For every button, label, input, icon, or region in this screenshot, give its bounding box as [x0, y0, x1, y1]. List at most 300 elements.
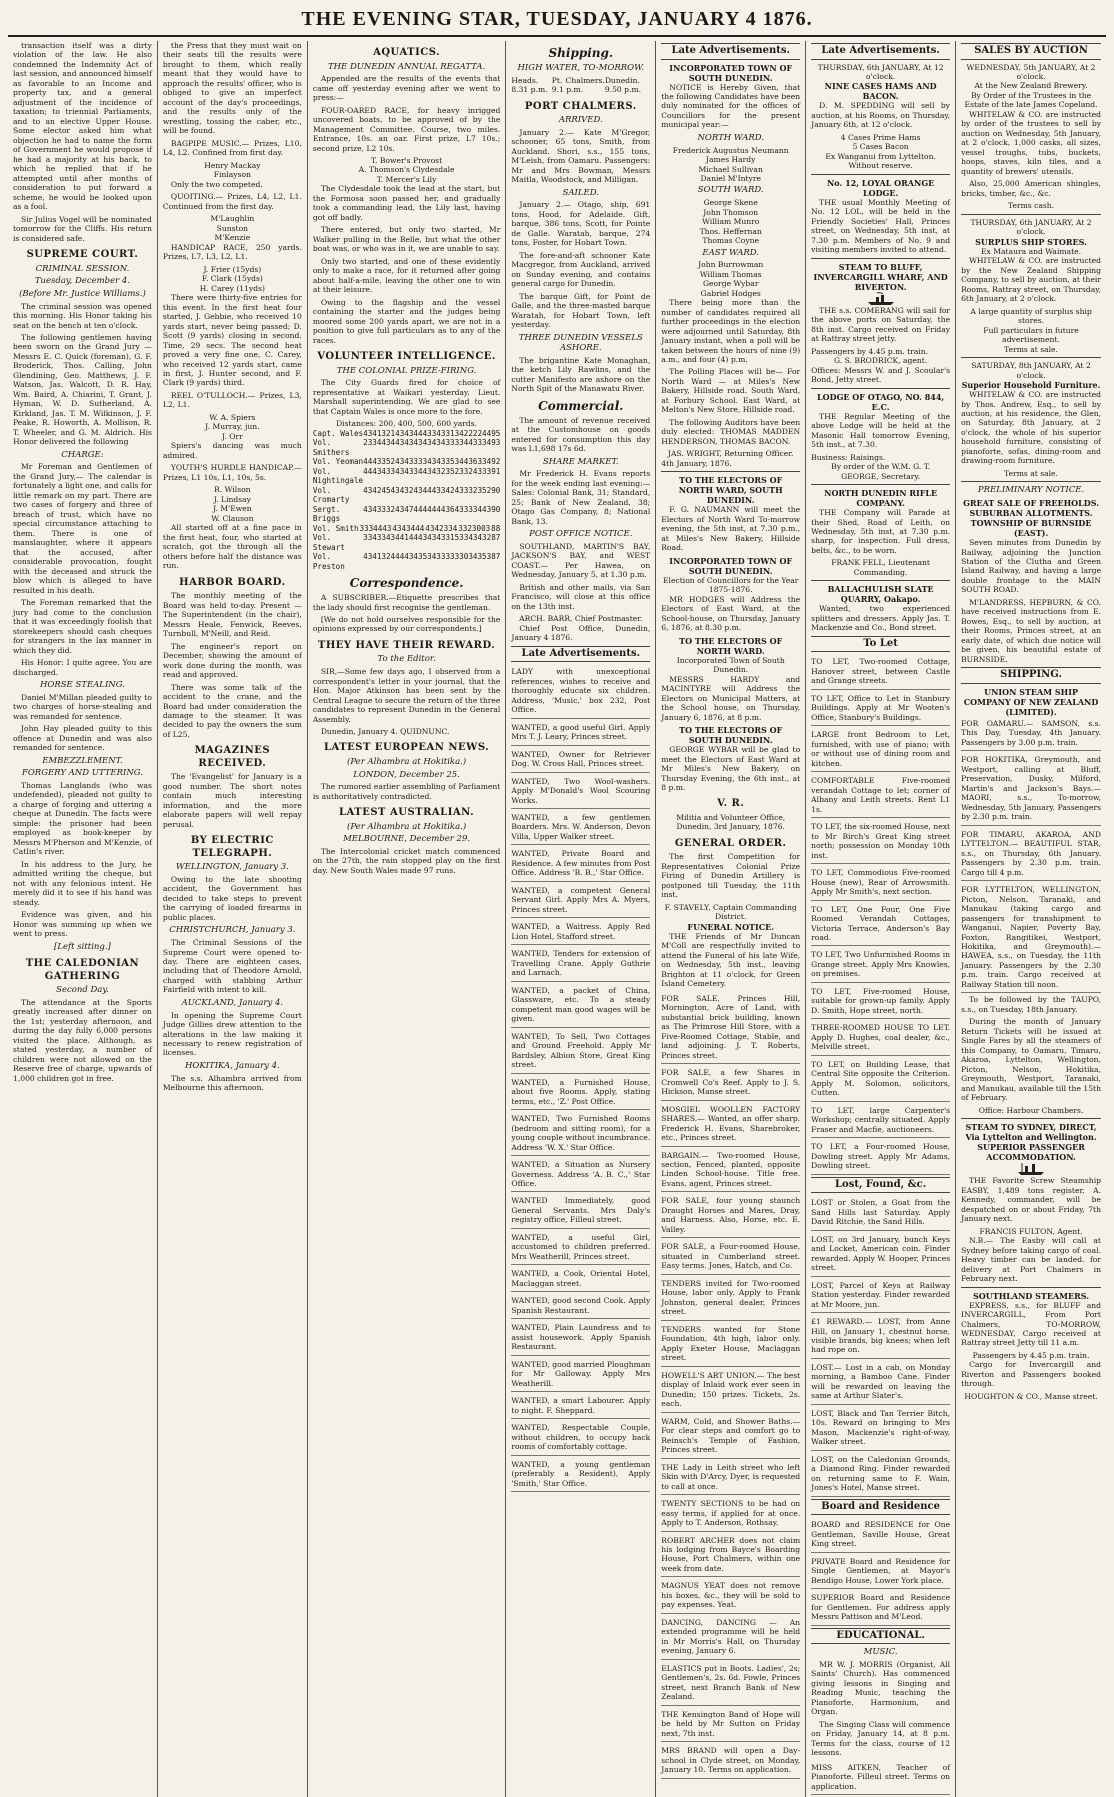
sale-date: THURSDAY, 6th JANUARY, At 2 o'clock.: [970, 217, 1092, 237]
sale-place: At the New Zealand Brewery.: [974, 81, 1088, 91]
article-paragraph: The fore-and-aft schooner Kate Macgregor, from Auckland, arrived on Sunday evening, and contains general cargo for Dunedin.: [511, 250, 651, 289]
score-row: [313, 486, 501, 505]
notice-title: FUNERAL NOTICE.: [687, 921, 774, 932]
article-paragraph: In his address to the Jury, he admitted writing the cheque, but not with any felonious intent. He merely did it to see if his hand was steady.: [13, 859, 152, 907]
candidate-name: Frederick Augustus Neumann: [672, 145, 789, 155]
score-cell: 4347444: [395, 504, 428, 514]
signature: ARCH. BARR, Chief Postmaster.: [519, 614, 643, 624]
score-row: [313, 505, 501, 524]
notice-title: TO THE ELECTORS OF SOUTH DUNEDIN.: [679, 725, 783, 746]
entry-name: J. Orr: [221, 431, 243, 441]
score-cell: 3343343: [363, 533, 396, 543]
classified-ad: MOSGIEL WOOLLEN FACTORY SHARES.— Wanted, an offer sharp. Frederick H. Evans, Sharebroker, etc., Princes street.: [661, 1103, 800, 1147]
signature: JAS. WRIGHT, Returning Officer.: [667, 449, 794, 459]
article-paragraph: the Press that they must wait on their seats till the results were brought to them, which really meant that they would have to approach the results' officer, who is obliged to give an imperfect account of the day's proceedings, and the results only of the wrestling, tossing the caber, etc., will be found.: [162, 41, 302, 136]
dateline: CHRISTCHURCH, January 3.: [169, 925, 296, 936]
entry-name: J. Frier (15yds): [203, 264, 262, 274]
divider: [811, 388, 950, 389]
classified-ad: WANTED, To Sell, Two Cottages and Ground Freehold. Apply Mr Bardsley, Albion Store, Great King street.: [511, 1030, 650, 1074]
classified-ad: WANTED, a useful Girl, accustomed to children preferred. Mrs Weatherill, Princes street.: [511, 1231, 650, 1265]
article-paragraph: The Intercolonial cricket match commenced on the 27th, the rain stopped play on the first day. New South Wales made 97 runs.: [312, 846, 501, 875]
classified-ad: WANTED, a smart Labourer. Apply to night. F. Sheppard.: [511, 1394, 650, 1419]
article-paragraph: All started off at a fine pace in the first heat, four, who started at scratch, got the through all the others before half the distance was run.: [162, 523, 302, 571]
classified-ad: WANTED, Plain Laundress and to assist housework. Apply Spanish Restaurant.: [511, 1321, 650, 1355]
dateline: LONDON, December 25.: [353, 769, 460, 780]
score-name: Vol. Preston: [312, 552, 345, 571]
score-cell: 4343444: [392, 523, 425, 533]
notice-title: TOWNSHIP OF BURNSIDE (EAST).: [970, 518, 1092, 539]
score-total: 93: [491, 438, 501, 448]
sale-note: Terms at sale.: [1004, 468, 1058, 478]
classified-ad: TWENTY SECTIONS to be had on easy terms, if applied for at once. Apply to T. Anderson, Rothsay.: [661, 1497, 800, 1531]
notice-text: MR W. J. MORRIS (Organist, All Saints' Church). Has commenced giving lessons in Singing and Reading Music, teaching the Pianoforte, Harmonium, and Organ.: [811, 1659, 951, 1717]
late-ads-heading: Late Advertisements.: [661, 43, 800, 60]
entry-name: J. Lindsay: [213, 494, 251, 504]
entry-name: M'Laughlin: [210, 214, 255, 224]
sale-note: By Order of the Trustees in the Estate of the late James Copeland.: [964, 90, 1098, 110]
notice-text: WHITELAW & CO. are instructed by Thos. Andrew, Esq., to sell by auction, at his residence, the Glen, on Saturday, 8th January, at 2 o'clock, the whole of his superior household furniture, consisting of pianoforte, sofas, dining-room and drawing-room furniture.: [961, 390, 1101, 466]
notice-text: WHITELAW & CO. are instructed by the New Zealand Shipping Company, to sell by auction, at their Rooms, Rattray street, on Thursday, 6th January, at 2 o'clock.: [961, 256, 1101, 304]
shipping-ad: FOR OAMARU.— SAMSON, s.s. This Day, Tuesday, 4th January. Passengers by 3.00 p.m. train.: [961, 717, 1101, 751]
notice-text: THE Regular Meeting of the above Lodge will be held at the Masonic Hall tomorrow Evening, 5th inst., at 7.30.: [811, 411, 951, 450]
classified-ad: WANTED, a packet of China, Glassware, etc. To a steady competent man good wages will be given.: [511, 984, 650, 1028]
notice-title: SUPERIOR PASSENGER ACCOMMODATION.: [977, 1142, 1085, 1163]
classified-ad: FOR SALE, a Four-roomed House, situated in Cumberland street. Easy terms. Jones, Hatch, and Co.: [661, 1240, 800, 1274]
classified-ad: WANTED, Respectable Couple, without children, to occupy back rooms of comfortably cottage.: [511, 1421, 650, 1455]
score-cell: 3333443: [459, 504, 492, 514]
article-paragraph: The s.s. Alhambra arrived from Melbourne this afternoon.: [162, 1073, 302, 1093]
classified-ad: PRIVATE Board and Residence for Single Gentlemen, at Mayor's Bendigo House, Lower York place.: [811, 1555, 950, 1589]
classified-ad: MISS AITKEN, Teacher of Pianoforte. Filleul street. Terms on application.: [811, 1761, 950, 1795]
candidate-name: William Munro: [702, 217, 760, 227]
subheading: Second Day.: [56, 985, 109, 996]
classified-ad: TENDERS invited for Two-roomed House, labor only. Apply to Frank Johnston, general dealer, Princes street.: [661, 1277, 800, 1321]
classified-ad: THE Kensington Band of Hope will be held by Mr Sutton on Friday next, 7th inst.: [661, 1708, 800, 1742]
article-paragraph: SIR,—Some few days ago, I observed from a correspondent's letter in your journal, that the Hon. Major Atkinson has been sent by the Central League to secure the return of the three candidates to represent Dunedin in the General Assembly.: [312, 667, 501, 724]
section-heading: Correspondence.: [349, 576, 464, 591]
notice-text: During the month of January Return Tickets will be issued at Single Fares by all the steamers of this Company, to Oamaru, Timaru, Akaroa, Lyttelton, Wellington, Picton, Nelson, Hokitika, Greymouth, Westport, Taranaki, and Manukau, available till the 15th of February.: [961, 1017, 1101, 1103]
subheading: SAILED.: [562, 187, 599, 198]
notice-text: F. G. NAUMANN will meet the Electors of North Ward To-morrow evening, the 5th inst, at 7.30 p.m., at Miles's New Bakery, Hillside Road.: [661, 505, 801, 553]
divider: [811, 174, 950, 175]
article-paragraph: The City Guards fired for choice of representative at Waikari yesterday. Lieut. Marshall superintending. We are glad to see that Captain Wales is once more to the fore.: [312, 378, 501, 416]
score-cell: 3343432: [459, 533, 492, 543]
notice-text: NOTICE is Hereby Given, that the following Candidates have been duly nominated for the offices of Councillors for the present municipal year:—: [661, 82, 801, 130]
section-heading: LATEST AUSTRALIAN.: [339, 807, 475, 819]
classified-ad: TO LET, Two-roomed Cottage, Hanover street, between Castle and Grange streets.: [811, 655, 950, 689]
notice-title: Superior Household Furniture.: [961, 380, 1101, 391]
classified-ad: TO LET, Office to Let in Stanbury Buildings. Apply at Mr Wooten's Office, Stanbury's Buildings.: [811, 692, 950, 726]
notice-text: THE s.s. COMERANG will sail for the above ports on Saturday, the 8th inst. Cargo received on Friday at Rattray street jetty.: [811, 305, 951, 344]
subheading: HIGH WATER, TO-MORROW.: [517, 63, 645, 73]
notice-text: There being more than the number of candidates required all further proceedings in the election were adjourned until Saturday, 8th January instant, when a poll will be taken between the hours of nine (9) a.m., and four (4) p.m.: [661, 298, 801, 364]
section-heading: HARBOR BOARD.: [179, 576, 286, 588]
score-cell: 4341324: [363, 552, 396, 562]
candidate-name: William Thomas: [699, 269, 762, 279]
sale-note: Full particulars in future advertisement.: [983, 325, 1079, 345]
column-6: [806, 41, 956, 1797]
notice-title: TO THE ELECTORS OF NORTH WARD, SOUTH DUNEDIN.: [678, 475, 783, 506]
section-heading: THE CALEDONIAN GATHERING: [25, 958, 140, 982]
notice-text: MESSRS HARDY and MACINTYRE will Address the Electors on Municipal Matters, at the School house, on Thursday, January 6, 1876, at 8 p.m.: [661, 674, 801, 722]
section-heading: EDUCATIONAL.: [811, 1628, 950, 1645]
subheading: CHARGE:: [61, 449, 104, 460]
notice-text: Wanted, two experienced splitters and dressers. Apply Jas. T. Mackenzie and Co., Bond street.: [811, 604, 951, 633]
column-2: [158, 41, 308, 1797]
notice-line: Offices: Messrs W. and J. Scoular's Bond, Jetty street.: [811, 365, 951, 385]
article-paragraph: Only the two competed.: [170, 179, 263, 189]
classified-ad: WANTED, Owner for Retriever Dog. W. Cross Hall, Princes street.: [511, 748, 650, 773]
classified-ad: ROBERT ARCHER does not claim his lodging from Bayce's Boarding House, Port Chalmers, within one week from date.: [661, 1534, 800, 1578]
notice-title: STEAM TO SYDNEY, DIRECT, Via Lyttelton and Wellington.: [965, 1122, 1097, 1143]
classified-ad: WANTED, Two Wool-washers. Apply M'Donald's Wool Scouring Works.: [511, 775, 650, 809]
article-paragraph: His Honor: I quite agree. You are discharged.: [13, 658, 152, 677]
distances-line: Distances: 200, 400, 500, 600 yards.: [336, 419, 478, 429]
score-cell: 4343333: [395, 457, 428, 467]
score-row: [313, 467, 501, 486]
notice-text: The Polling Places will be— For North Ward — at Miles's New Bakery, Hillside road. South Ward, at Forbury School. East Ward, at Melton's New Store, Hillside road.: [661, 367, 801, 415]
classified-ad: WANTED, Tenders for extension of Travelling Crane. Apply Guthrie and Larnach.: [511, 947, 650, 981]
score-cell: 4343315: [427, 533, 460, 543]
event-line: QUOITING.— Prizes, L4, L2, L1. Continued from the first day.: [162, 192, 302, 211]
article-paragraph: The engineer's report on December, showing the amount of work done during the month, was read and approved.: [162, 641, 302, 680]
entry-name: R. Wilson: [214, 485, 251, 495]
subheading: (Per Alhambra at Hokitika.): [347, 821, 467, 832]
score-cell: 3432352: [427, 466, 460, 476]
notice-title: GENERAL ORDER.: [674, 837, 787, 849]
article-paragraph: transaction itself was a dirty violation of the law. He also condemned the Indemnity Act of last session, and announced himself as favorable to an Income and property tax, and a general adjustment of the incidence of taxation; to triennial Parliaments, and to an elective Upper House. Some elector asked him what objection he had to name the form of Government he would propose if he had a majority at his back, to which he replied that if he attempted until after months of consideration to put forward a scheme, he would be looked upon as a fool.: [13, 41, 152, 212]
sale-note: Terms at sale.: [1004, 344, 1058, 354]
score-name: Vol. Yeoman: [312, 457, 364, 467]
candidate-name: John Thomson: [703, 207, 759, 217]
notice-line: Election of Councillors for the Year 1875-1876.: [663, 575, 799, 595]
classified-ad: LOST, on the Caledonian Grounds, a Diamond Ring. Finder rewarded on returning same to F. Wain, Jones's Hotel, Manse street.: [811, 1453, 950, 1497]
article-paragraph: The barque Gift, for Point de Galle, and the three-masted barque Waratah, for Hobart Town, left yesterday.: [511, 291, 651, 330]
classified-ad: WANTED, a good useful Girl. Apply Mrs T. J. Leary, Princes street.: [511, 721, 650, 746]
subheading: THE DUNEDIN ANNUAL REGATTA.: [327, 61, 486, 72]
notice-text: GEORGE WYBAR will be glad to meet the Electors of East Ward at Mr Miles's New Bakery, on Thursday Evening, the 6th inst., at 8 p.m.: [661, 745, 801, 792]
shipping-ad: FOR LYTTELTON, WELLINGTON, Picton, Nelson, Taranaki, and Manukau (taking cargo and passengers for transhipment to Wanganui, Napier, Poverty Bay, Foxton, Rangitikei, Westport, Hokitika, and Greymouth).— HAWEA, s.s., on Tuesday, the 11th January. Passengers by the 2.30 p.m. train. Cargo received at Railway Station till noon.: [961, 883, 1101, 993]
candidate-name: James Hardy: [705, 155, 756, 165]
candidate-name: Michael Sullivan: [698, 164, 763, 174]
notice-text: M'LANDRESS, HEPBURN, & CO. have received instructions from E. Bowes, Esq., to sell by auction, at their Rooms, Princes street, at an early date, of which due notice will be given, his beautiful estate of BURNSIDE.: [961, 597, 1101, 664]
subheading: CRIMINAL SESSION.: [35, 263, 130, 274]
score-cell: 4436334: [459, 457, 492, 467]
score-cell: 4443433: [363, 466, 396, 476]
subheading: To the Editor.: [377, 654, 436, 665]
article-paragraph: January 2.— Otago, ship, 691 tons, Hood, for Adelaide. Gift, barque, 386 tons, Scott, for Pointe de Galle. Waratah, barque, 274 tons, Foster, for Hobart Town.: [511, 200, 651, 248]
divider: [961, 357, 1101, 358]
score-cell: 4222244: [459, 428, 492, 438]
event-line: HANDICAP RACE, 250 yards. Prizes, L7, L3, L2, L1.: [162, 242, 302, 262]
score-row: [313, 429, 501, 438]
ward-heading: SOUTH WARD.: [697, 185, 764, 196]
divider: [811, 258, 950, 259]
score-cell: 3443334: [459, 438, 492, 448]
sale-note: Ex Mataura and Waimate.: [981, 246, 1082, 256]
sale-date: WEDNESDAY, 5th JANUARY, At 2 o'clock.: [966, 62, 1096, 81]
divider: [961, 1118, 1101, 1119]
tide-cell: Dunedin. 9.50 p.m.: [604, 75, 642, 95]
column-4: [506, 41, 656, 1797]
column-7: [956, 41, 1106, 1797]
score-cell: 4343353: [427, 457, 460, 467]
score-cell: 4443352: [363, 457, 396, 467]
notice-title: INCORPORATED TOWN OF SOUTH DUNEDIN.: [669, 62, 793, 83]
section-heading: Board and Residence: [811, 1499, 950, 1516]
notice-title: LODGE OF OTAGO, NO. 844, E.C.: [817, 391, 945, 412]
entry-name: M'Kenzie: [214, 233, 251, 243]
classified-ad: LOST, Parcel of Keys at Railway Station yesterday. Finder rewarded at Mr Moore, jun.: [811, 1279, 950, 1313]
candidate-name: John Burrowman: [698, 260, 764, 270]
score-cell: 4343332: [363, 504, 396, 514]
score-cell: 3343313: [427, 428, 460, 438]
column-3: [308, 41, 507, 1797]
classified-ad: LADY with unexceptional references, wishes to receive and thoroughly educate six children. Address, 'Music,' box 232, Post Office.: [511, 665, 650, 718]
letter-title: THEY HAVE THEIR REWARD.: [317, 639, 496, 651]
classified-ad: TO LET, the six-roomed House, next to Mr Birch's Great King street north; possession on Monday 10th inst.: [811, 820, 950, 864]
score-row: [313, 457, 501, 466]
classified-ad: LOST, on 3rd January, bunch Keys and Locket, American coin. Finder rewarded. Apply W. Hooper, Princes street.: [811, 1233, 950, 1277]
candidate-name: George Skene: [703, 198, 758, 208]
shipping-ad: FOR TIMARU, AKAROA, AND LYTTELTON.— BEAUTIFUL STAR, s.s., on Thursday, 6th January. Passengers by 2.30 p.m. train. Cargo till 4 p.m.: [961, 828, 1101, 881]
divider: [961, 1287, 1101, 1288]
article-paragraph: Daniel M'Millan pleaded guilty to two charges of horse-stealing and was remanded for sentence.: [13, 692, 152, 721]
score-cell: 3432434: [395, 485, 428, 495]
section-heading: MAGAZINES RECEIVED.: [194, 745, 271, 769]
classified-ad: TO LET, One Four, One Five Roomed Verandah Cottages, Victoria Terrace, Anderson's Bay road.: [811, 903, 950, 947]
notice-title: INCORPORATED TOWN OF SOUTH DUNEDIN.: [669, 555, 793, 576]
classified-ad: WANTED, a Situation as Nursery Governess. Address 'A. B. C.,' Star Office.: [511, 1158, 650, 1192]
classified-ad: £1 REWARD.— LOST, from Anne Hill, on January 1, chestnut horse, visible brands, big knees; when left had rope on.: [811, 1315, 950, 1359]
notice-title: STEAM TO BLUFF, INVERCARGILL WHARF, AND RIVERTON.: [813, 261, 948, 292]
entry-name: J. M'Ewen: [213, 504, 252, 514]
classified-ad: WANTED Immediately, good General Servants. Mrs Daly's registry office, Filleul street.: [511, 1194, 650, 1228]
article-paragraph: The criminal session was opened this morning. His Honor taking his seat on the bench at ten o'clock.: [13, 301, 152, 330]
notice-title: SURPLUS SHIP STORES.: [975, 236, 1087, 247]
score-cell: 4343444: [395, 428, 428, 438]
sale-note: Passengers by 4.45 p.m. train.: [972, 1350, 1090, 1360]
article-paragraph: A SUBSCRIBER.—Etiquette prescribes that the lady should first recognise the gentleman.: [312, 593, 501, 612]
subheading: MUSIC.: [863, 1647, 898, 1658]
score-total: 88: [491, 523, 501, 533]
divider: [961, 214, 1101, 215]
classified-ad: TO LET, Two Unfurnished Rooms in Grange street. Apply Mrs Knowles, on premises.: [811, 948, 950, 982]
classified-ad: WANTED, a few gentlemen Boarders. Mrs. W. Anderson, Devon Villa, Upper Walker street.: [511, 811, 650, 845]
classified-ad: LOST or Stolen, a Goat from the Sand Hills last Saturday. Apply David Ritchie, the Sand Hills.: [811, 1196, 950, 1230]
classified-ad: WANTED, a competent General Servant Girl. Apply Mrs A. Myers, Princes street.: [511, 884, 650, 918]
classified-ad: WANTED, a young gentleman (preferably a Resident), Apply 'Smith,' Star Office.: [511, 1458, 650, 1492]
notice-text: EXPRESS, s.s., for BLUFF and INVERCARGILL, From Port Chalmers, TO-MORROW, WEDNESDAY, Cargo received at Rattray street Jetty till 11 a.m.: [961, 1300, 1101, 1348]
score-cell: 4433424: [427, 485, 460, 495]
article-paragraph: SOUTHLAND, MARTIN'S BAY, JACKSON'S BAY, and WEST COAST.— Per Hawea, on Wednesday, January 5, at 1.30 p.m.: [511, 541, 651, 580]
score-cell: 4444364: [427, 504, 460, 514]
classified-ad: ELASTICS put in Boots. Ladies', 2s; Gentlemen's, 2s. 6d. Fowle, Princes street, next Branch Bank of New Zealand.: [661, 1662, 800, 1706]
article-paragraph: Appended are the results of the events that came off yesterday evening after we went to press:—: [312, 74, 501, 103]
ship-icon: [811, 292, 950, 306]
section-heading: Shipping.: [548, 46, 614, 60]
score-row: [313, 438, 501, 457]
score-cell: 3324333: [459, 466, 492, 476]
classified-ad: WANTED, good second Cook. Apply Spanish Restaurant.: [511, 1294, 650, 1319]
score-name: Vol. Smithers: [312, 438, 350, 457]
score-name: Sergt. Briggs: [312, 504, 341, 524]
notice-text: Seven minutes from Dunedin by Railway, adjoining the Junction Station of the Clutha and Green Island Railway, and having a large double frontage to the MAIN SOUTH ROAD.: [961, 538, 1101, 595]
crew-name: T. Mercer's Lily: [376, 174, 437, 184]
late-ads-heading: Late Advertisements.: [511, 646, 650, 663]
classified-ad: SUPERIOR Board and Residence for Gentlemen. For address apply Messrs Pattison and M'Leod.: [811, 1591, 950, 1625]
ward-heading: EAST WARD.: [702, 247, 760, 258]
classified-ad: COMFORTABLE Five-roomed verandah Cottage to let; corner of Albany and Leith streets. Rent L1 1s.: [811, 774, 950, 818]
article-paragraph: In opening the Supreme Court Judge Gillies drew attention to the alterations in the law making it necessary to renew registration of licenses.: [162, 1010, 302, 1058]
entry-name: Henry Mackay: [204, 160, 261, 170]
classified-ad: DANCING, DANCING — An extended programme will be held in Mr Morris's Hall, on Thursday evening, January 6.: [661, 1616, 800, 1660]
notice-title: NORTH DUNEDIN RIFLE COMPANY.: [824, 488, 938, 509]
divider: [961, 481, 1101, 482]
article-paragraph: British and other mails, via San Francisco, will close at this office on the 13th inst.: [511, 582, 651, 611]
score-total: 91: [491, 466, 501, 476]
column-5: [656, 41, 806, 1797]
dateline: HOKITIKA, January 4.: [184, 1060, 280, 1071]
section-heading: Lost, Found, &c.: [811, 1177, 950, 1194]
notice-text: D. M. SPEDDING will sell by auction, at his Rooms, on Thursday, January 6th, at 12 o'clock.: [811, 101, 951, 130]
classified-ad: FOR SALE, four young staunch Draught Horses and Mares, Dray, and Harness. Also, Horse, etc. E. Valley.: [661, 1194, 800, 1238]
masthead: THE EVENING STAR, TUESDAY, JANUARY 4 1876.: [8, 6, 1106, 37]
dateline: WELLINGTON, January 3.: [175, 862, 289, 873]
classified-ad: THREE-ROOMED HOUSE TO LET. Apply D. Hughes, coal dealer, &c., Melville street.: [811, 1021, 950, 1055]
columns: [8, 41, 1106, 1791]
notice-text: THE Favorite Screw Steamship EASBY, 1,489 tons register, A. Kennedy, commander, will be despatched on or about Friday, 7th January next.: [961, 1176, 1101, 1224]
article-paragraph: Thomas Langlands (who was undefended), pleaded not guilty to a charge of forging and uttering a cheque at Dunedin. The facts were simple: the prisoner had been employed as book-keeper by Messrs M'Pherson and M'Kenzie, of Catlin's river.: [13, 780, 152, 857]
entry-name: H. Carey (11yds): [199, 283, 265, 293]
score-name: Vol. Nightingale: [312, 466, 364, 486]
notice-line: Business: Raisings.: [811, 452, 886, 462]
score-row: [313, 533, 501, 552]
classified-ad: BOARD and RESIDENCE for One Gentleman, Saville House, Great King street.: [811, 1518, 950, 1552]
section-heading: Commercial.: [538, 398, 624, 413]
entry-name: W. Clauson: [211, 513, 254, 523]
article-paragraph: There entered, but only two started, Mr Walker pulling in the Belle, but what the other boat was, or who was in it, we are unable to say.: [312, 225, 501, 254]
score-cell: 2334434: [363, 438, 396, 448]
score-cell: 4414443: [395, 533, 428, 543]
event-line: REEL O'TULLOCH.— Prizes, L3, L2, L1.: [162, 390, 302, 410]
vr-heading: V. R.: [717, 798, 745, 810]
article-paragraph: The Criminal Sessions of the Supreme Court were opened to-day. There are eighteen cases, including that of Theodore Arnold, charged with stabbing Arthur Fairfield with intent to kill.: [162, 938, 302, 995]
classified-ad: BARGAIN.— Two-roomed House, section, Fenced, planted, opposite Linden School-house. Title free. Evans, agent, Princes street.: [661, 1149, 800, 1193]
classified-ad: LOST.— Lost in a cab, on Monday morning, a Bamboo Cane. Finder will be rewarded on leaving the same at Arthur Slater's.: [811, 1361, 950, 1405]
classified-ad: WARM, Cold, and Shower Baths.— For clear steps and comfort go to Reinsch's Temple of Fashion, Princes street.: [661, 1415, 800, 1459]
score-cell: 3434333: [427, 438, 460, 448]
subheading: THREE DUNEDIN VESSELS ASHORE.: [518, 332, 643, 354]
article-paragraph: Evidence was given, and his Honor was summing up when we went to press.: [13, 910, 152, 939]
sale-item: Ex Wanganui from Lyttelton.: [825, 151, 936, 161]
divider: [661, 471, 800, 472]
notice-line: Militia and Volunteer Office, Dunedin, 3rd January, 1876.: [676, 812, 786, 832]
section-heading: To Let: [811, 636, 950, 653]
section-heading: VOLUNTEER INTELLIGENCE.: [317, 351, 496, 363]
classified-ad: TO LET, large Carpenter's Workshop; centrally situated. Apply Fraser and Macfie, auctioneers.: [811, 1104, 950, 1138]
shipping-ad: FOR HOKITIKA, Greymouth, and Westport, calling at Bluff, Preservation, Dusky, Milford, Martin's and Jackson's Bays.— MAORI, s.s., To-morrow, Wednesday, 5th January. Passengers by 2.30 p.m. train.: [961, 753, 1101, 825]
sale-item: 5 Cases Bacon: [852, 142, 909, 152]
notice-text: Cargo for Invercargill and Riverton and Passengers booked through.: [961, 1360, 1101, 1389]
notice-title: NINE CASES HAMS AND BACON.: [824, 81, 937, 102]
score-cell: 3332352: [459, 485, 492, 495]
classified-ad: WANTED, Two Furnished Rooms (bedroom and sitting room), for a young couple without incumbrance. Address 'W. X.' Star Office.: [511, 1112, 650, 1156]
sales-heading: SALES BY AUCTION: [961, 43, 1101, 60]
classified-ad: TO LET, on Building Lease, that Central Site opposite the Criterion. Apply M. Solomon, solicitors, Cutten.: [811, 1058, 950, 1102]
score-cell: 4341321: [363, 428, 396, 438]
article-paragraph: John Hay pleaded guilty to this offence at Dunedin and was also remanded for sentence.: [13, 724, 152, 753]
score-cell: 3323003: [458, 523, 491, 533]
article-paragraph: [We do not hold ourselves responsible for the opinions expressed by our correspondents.]: [312, 614, 501, 634]
score-name: Capt. Wales: [312, 428, 364, 438]
article-paragraph: The amount of revenue received at the Customhouse on goods entered for consumption this day was L1,698 17s 6d.: [511, 415, 651, 454]
subheading: ARRIVED.: [558, 115, 603, 126]
divider: [811, 580, 950, 581]
notice-text: THE Friends of Mr Duncan M'Coll are respectfully invited to attend the Funeral of his late Wife, on Wednesday, 5th inst., leaving Brighton at 11 o'clock, for Green Island Cemetery.: [661, 931, 801, 989]
subheading: PRELIMINARY NOTICE.: [977, 485, 1085, 496]
classified-ad: FOR SALE, Princes Hill, Mornington, Acre of Land, with substantial brick building, known as The Primrose Hill Store, with a Five-Roomed Cottage, Stable, and land adjoining. J. T. Roberts, Princes street.: [661, 992, 800, 1064]
notice-line: Passengers by 4.45 p.m. train.: [811, 346, 929, 356]
notice-text: THE usual Monthly Meeting of No. 12 LOL, will be held in the Friendly Societies' Hall, Princes street, on Wednesday, 5th inst, at 7.30 p.m. Members of No. 9 and visiting members invited to attend.: [811, 197, 951, 255]
entry-name: Sunston: [216, 223, 249, 233]
notice-title: UNION STEAM SHIP COMPANY OF NEW ZEALAND (LIMITED).: [963, 686, 1099, 717]
article-paragraph: There was some talk of the accident to the crane, and the Board had under consideration the damage to the steamer. It was decided to pay the owners the sum of L25.: [162, 682, 302, 739]
notice-text: Also, 25,000 American shingles, bricks, timber, &c., &c.: [961, 179, 1101, 198]
classified-ad: TENDERS wanted for Stone Foundation, 4th high, labor only. Apply Exeter House, Maclaggan street.: [661, 1323, 800, 1367]
score-row: [313, 524, 501, 533]
article-paragraph: The monthly meeting of the Board was held to-day. Present — The Superintendent (in the chair), Messrs Heale, Fenwick, Reeves, Turnbull, M'Neill, and Reid.: [162, 591, 302, 639]
classified-ad: TO LET, Commodious Five-roomed House (new), Rear of Arrowsmith. Apply Mr Smith's, next section.: [811, 866, 950, 900]
section-heading: LATEST EUROPEAN NEWS.: [323, 742, 490, 754]
sale-note: Without reserve.: [848, 161, 913, 171]
letter-signature: Dunedin, January 4. QUIDNUNC.: [320, 726, 450, 736]
entry-name: W. A. Spiers: [209, 412, 256, 422]
section-heading: SHIPPING.: [961, 667, 1101, 684]
classified-ad: FOR SALE, a few Shares in Cromwell Co's Reef. Apply to J. S. Hickson, Manse street.: [661, 1066, 800, 1100]
sale-item: 4 Cases Prime Hams: [840, 132, 921, 142]
score-total: 87: [491, 533, 501, 543]
sale-date: THURSDAY, 6th JANUARY, At 12 o'clock.: [817, 62, 944, 81]
article-paragraph: The Clydesdale took the lead at the start, but the Formosa soon passed her, and gradually took a commanding lead, the Lily last, having got off badly.: [312, 184, 501, 222]
classified-ad: TO LET, Five-roomed House, suitable for grown-up family. Apply D. Smith, Hope street, north.: [811, 985, 950, 1019]
sale-note: A large quantity of surplus ship stores.: [970, 306, 1092, 326]
section-heading: AQUATICS.: [373, 47, 441, 58]
score-cell: 3334443: [359, 523, 392, 533]
score-cell: 4343434: [395, 438, 428, 448]
score-total: 95: [491, 428, 501, 438]
score-name: Vol. Cromarty: [312, 485, 350, 505]
dateline: AUCKLAND, January 4.: [181, 997, 284, 1008]
subheading: (Per Alhambra at Hokitika.): [347, 756, 467, 767]
ward-heading: NORTH WARD.: [697, 132, 764, 143]
article-paragraph: Spiers's dancing was much admired.: [162, 441, 302, 460]
score-cell: 4443435: [395, 552, 428, 562]
classified-ad: WANTED, a Furnished House, about five Rooms. Apply, stating terms, etc., 'Z.' Post Office.: [511, 1076, 650, 1110]
sale-note: Office: Harbour Chambers.: [978, 1105, 1084, 1115]
notice-text: The first Competition for Representatives Colonial Prize Firing of Dunedin Artillery is postponed till Tuesday, the 11th inst.: [661, 852, 801, 900]
subheading: HORSE STEALING.: [39, 680, 125, 691]
score-total: 90: [491, 485, 501, 495]
subheading: EMBEZZLEMENT.: [42, 755, 123, 766]
score-row: [313, 552, 501, 571]
notice-title: BALLACHULISH SLATE QUARRY, Oakapo.: [827, 584, 934, 605]
article-paragraph: The brigantine Kate Monaghan, the ketch Lily Rawlins, and the cutter Manifesto are ashore on the North Spit of the Manawatu River.: [511, 355, 651, 394]
score-total: 90: [491, 504, 501, 514]
article-paragraph: The 'Evangelist' for January is a good number. The short notes contain much interesting information, and the more elaborate papers will well repay perusal.: [162, 772, 302, 829]
score-cell: 4342454: [363, 485, 396, 495]
left-sitting: [Left sitting.]: [54, 941, 111, 952]
